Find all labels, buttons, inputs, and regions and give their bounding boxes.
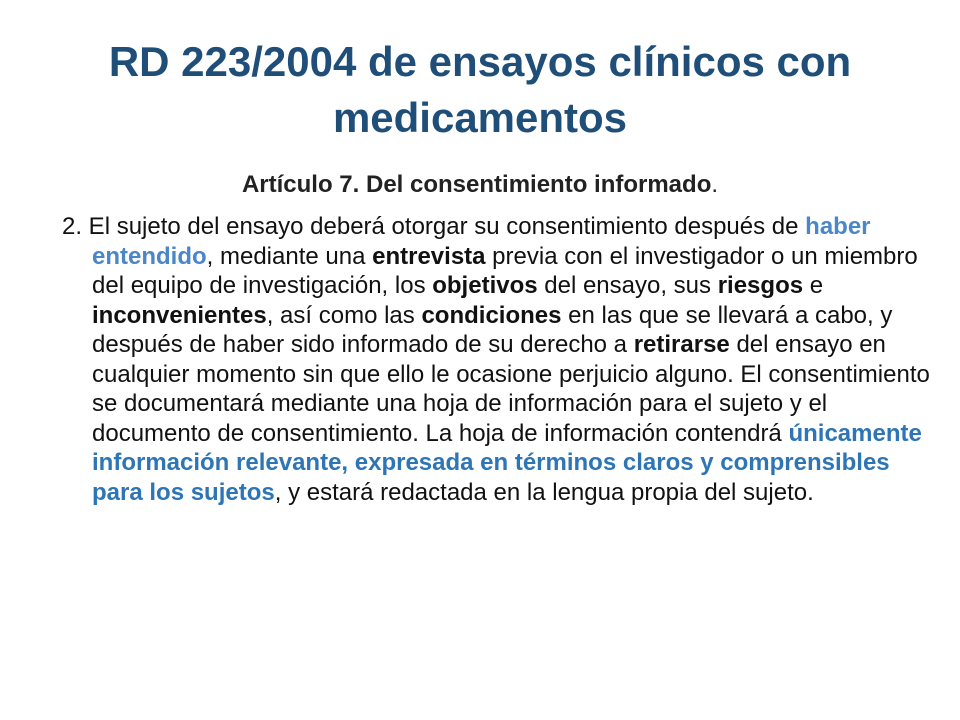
bold-objetivos: objetivos — [432, 272, 538, 299]
highlight-informacion-relevante: únicamente información relevante, expresada en términos claros y comprensibles para los sujetos — [92, 419, 922, 506]
text-run: en las que se llevará a cabo, y después de haber sido informado de su derecho a — [92, 301, 893, 358]
highlight-haber-entendido: haber entendido — [92, 213, 871, 270]
text-run: , mediante una — [206, 242, 373, 270]
bold-entrevista: entrevista — [372, 242, 486, 270]
article-heading-label: Artículo 7. Del consentimiento informado — [241, 171, 712, 198]
bold-inconvenientes: inconvenientes — [92, 301, 267, 329]
bold-riesgos: riesgos — [717, 272, 804, 299]
article-heading-period: . — [711, 171, 719, 198]
article-paragraph — [62, 212, 942, 507]
text-run: , así como las — [266, 301, 422, 329]
text-run: del ensayo, sus — [537, 272, 718, 299]
text-run: e — [803, 272, 824, 299]
bold-retirarse: retirarse — [633, 331, 730, 358]
slide-title: RD 223/2004 de ensayos clínicos con medicamentos — [108, 38, 852, 141]
text-run: previa con el investigador o un miembro del equipo de investigación, los — [92, 242, 918, 299]
bold-condiciones: condiciones — [421, 301, 562, 329]
text-run: 2. El sujeto del ensayo deberá otorgar su consentimiento después de — [62, 213, 806, 240]
article-heading — [40, 168, 920, 202]
text-run: , y estará redactada en la lengua propia del sujeto. — [274, 478, 814, 506]
text-run: del ensayo en cualquier momento sin que ello le ocasione perjuicio alguno. El consentimiento se documentará mediante una hoja de información para el sujeto y el documento de consentimiento. La hoja de información contendrá — [92, 331, 930, 447]
